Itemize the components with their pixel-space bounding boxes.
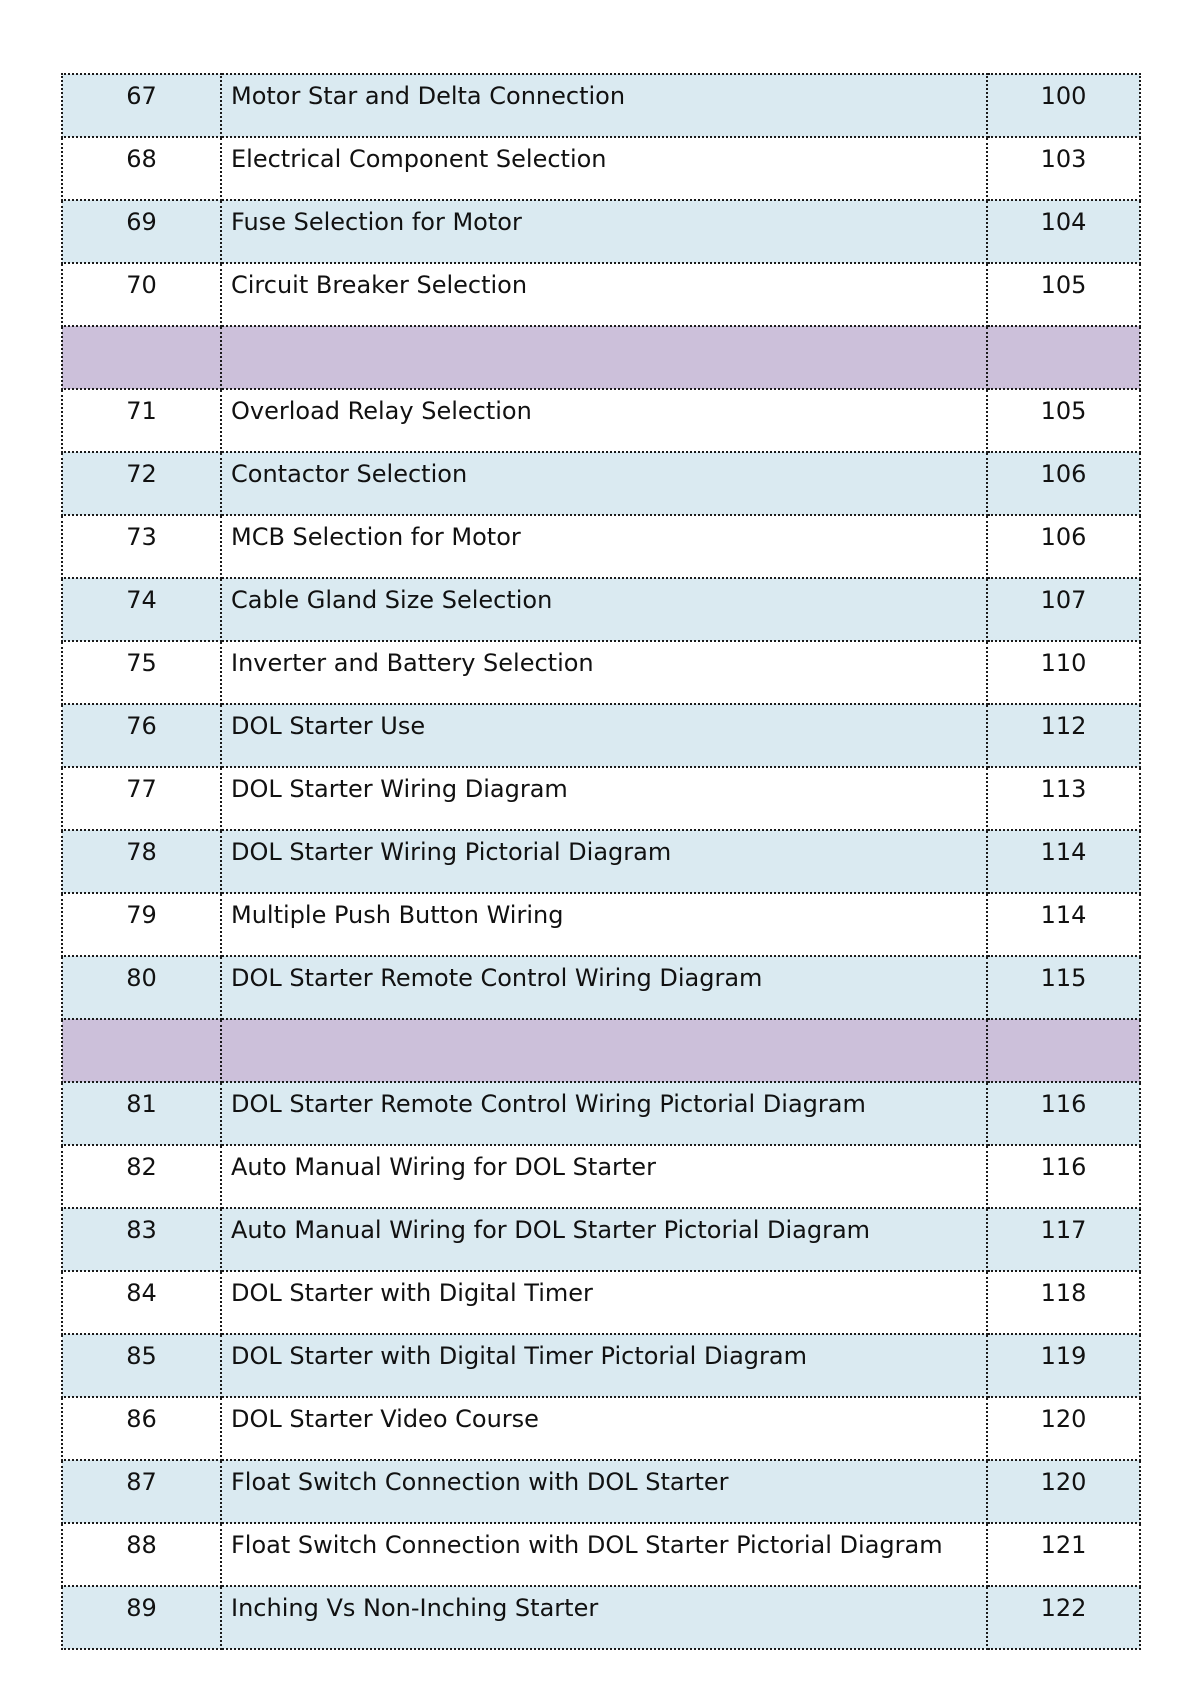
page-number: 115: [1040, 964, 1087, 992]
chapter-number: 73: [126, 523, 157, 551]
chapter-title-cell: [221, 956, 987, 1019]
chapter-title: [222, 327, 986, 336]
page-number: 105: [1040, 397, 1087, 425]
page-number: 122: [1040, 1594, 1087, 1622]
toc-row: [62, 956, 1140, 1019]
page-number-cell: [987, 767, 1140, 830]
page-number: 107: [1040, 586, 1087, 614]
page-number-cell: [987, 893, 1140, 956]
chapter-number-cell: [62, 767, 221, 830]
page-number-cell: [987, 641, 1140, 704]
chapter-title-cell: [221, 1019, 987, 1082]
chapter-title: Contactor Selection: [231, 460, 468, 488]
chapter-number: 69: [126, 208, 157, 236]
chapter-title-cell: [221, 641, 987, 704]
chapter-number-cell: [62, 1019, 221, 1082]
page-number-cell: [987, 704, 1140, 767]
page-number: 121: [1040, 1531, 1087, 1559]
page-number: 106: [1040, 523, 1087, 551]
toc-row: [62, 1082, 1140, 1145]
chapter-number-cell: [62, 263, 221, 326]
toc-row: [62, 452, 1140, 515]
chapter-title-cell: [221, 452, 987, 515]
chapter-number-cell: [62, 704, 221, 767]
chapter-title-cell: [221, 263, 987, 326]
chapter-title: DOL Starter Wiring Pictorial Diagram: [231, 838, 672, 866]
chapter-title-cell: [221, 830, 987, 893]
page-number: 120: [1040, 1405, 1087, 1433]
chapter-number: 78: [126, 838, 157, 866]
chapter-title-cell: [221, 515, 987, 578]
chapter-title: DOL Starter Remote Control Wiring Diagram: [231, 964, 763, 992]
page-number: 104: [1040, 208, 1087, 236]
toc-row: [62, 200, 1140, 263]
chapter-title: Float Switch Connection with DOL Starter Pictorial Diagram: [231, 1531, 943, 1559]
chapter-number-cell: [62, 452, 221, 515]
table-of-contents: [61, 73, 1141, 1650]
chapter-title-cell: [221, 704, 987, 767]
chapter-number: 81: [126, 1090, 157, 1118]
chapter-number: 70: [126, 271, 157, 299]
toc-row: [62, 641, 1140, 704]
page-number: 112: [1040, 712, 1087, 740]
chapter-number-cell: [62, 1271, 221, 1334]
toc-row: [62, 704, 1140, 767]
toc-row: [62, 1523, 1140, 1586]
chapter-title: Inching Vs Non-Inching Starter: [231, 1594, 599, 1622]
chapter-title: Circuit Breaker Selection: [231, 271, 528, 299]
page-number-cell: [987, 74, 1140, 137]
chapter-number: 77: [126, 775, 157, 803]
toc-row: [62, 74, 1140, 137]
page-number-cell: [987, 389, 1140, 452]
toc-body: [62, 74, 1140, 1649]
toc-row: [62, 515, 1140, 578]
chapter-title-cell: [221, 1271, 987, 1334]
page-number-cell: [987, 830, 1140, 893]
page-number-cell: [987, 452, 1140, 515]
chapter-title: DOL Starter Use: [231, 712, 426, 740]
toc-row: [62, 1271, 1140, 1334]
chapter-number-cell: [62, 515, 221, 578]
chapter-title: Cable Gland Size Selection: [231, 586, 553, 614]
page-number: [988, 327, 1139, 336]
chapter-title: Auto Manual Wiring for DOL Starter: [231, 1153, 656, 1181]
chapter-title-cell: [221, 1145, 987, 1208]
chapter-title-cell: [221, 1523, 987, 1586]
chapter-title: DOL Starter Video Course: [231, 1405, 539, 1433]
page-number: 117: [1040, 1216, 1087, 1244]
chapter-number: 89: [126, 1594, 157, 1622]
toc-row: [62, 1397, 1140, 1460]
page-number-cell: [987, 515, 1140, 578]
toc-row: [62, 893, 1140, 956]
toc-separator-row: [62, 326, 1140, 389]
page-number: 100: [1040, 82, 1087, 110]
page-number: 114: [1040, 838, 1087, 866]
chapter-number-cell: [62, 137, 221, 200]
chapter-number-cell: [62, 389, 221, 452]
chapter-title: Multiple Push Button Wiring: [231, 901, 564, 929]
chapter-number: 76: [126, 712, 157, 740]
page-number: 103: [1040, 145, 1087, 173]
page-number-cell: [987, 1397, 1140, 1460]
chapter-number: 72: [126, 460, 157, 488]
chapter-number-cell: [62, 1397, 221, 1460]
page-number-cell: [987, 1019, 1140, 1082]
chapter-title-cell: [221, 326, 987, 389]
page-number-cell: [987, 1082, 1140, 1145]
page-number-cell: [987, 1586, 1140, 1649]
chapter-title-cell: [221, 767, 987, 830]
chapter-title: DOL Starter Remote Control Wiring Pictorial Diagram: [231, 1090, 866, 1118]
chapter-number: 85: [126, 1342, 157, 1370]
page-number-cell: [987, 263, 1140, 326]
chapter-title: Overload Relay Selection: [231, 397, 532, 425]
toc-separator-row: [62, 1019, 1140, 1082]
toc-row: [62, 1334, 1140, 1397]
chapter-number: 67: [126, 82, 157, 110]
page-number: 114: [1040, 901, 1087, 929]
chapter-number: [63, 327, 220, 336]
chapter-number-cell: [62, 1334, 221, 1397]
toc-row: [62, 1208, 1140, 1271]
chapter-number-cell: [62, 200, 221, 263]
page-number-cell: [987, 1145, 1140, 1208]
chapter-number: 84: [126, 1279, 157, 1307]
chapter-title: Inverter and Battery Selection: [231, 649, 594, 677]
toc-row: [62, 263, 1140, 326]
chapter-title-cell: [221, 1208, 987, 1271]
chapter-number: 88: [126, 1531, 157, 1559]
chapter-title: Electrical Component Selection: [231, 145, 607, 173]
page-number-cell: [987, 1334, 1140, 1397]
chapter-title-cell: [221, 1082, 987, 1145]
page-number: [988, 1020, 1139, 1029]
chapter-number: 71: [126, 397, 157, 425]
page-number-cell: [987, 200, 1140, 263]
toc-row: [62, 1460, 1140, 1523]
page-number-cell: [987, 1271, 1140, 1334]
page-number: 110: [1040, 649, 1087, 677]
page-number: 119: [1040, 1342, 1087, 1370]
page-number: 105: [1040, 271, 1087, 299]
toc-row: [62, 137, 1140, 200]
chapter-number-cell: [62, 1460, 221, 1523]
chapter-title: DOL Starter Wiring Diagram: [231, 775, 568, 803]
page-number: 118: [1040, 1279, 1087, 1307]
chapter-title: DOL Starter with Digital Timer: [231, 1279, 593, 1307]
chapter-number-cell: [62, 830, 221, 893]
chapter-title: MCB Selection for Motor: [231, 523, 521, 551]
chapter-number-cell: [62, 893, 221, 956]
chapter-title: Motor Star and Delta Connection: [231, 82, 626, 110]
chapter-number-cell: [62, 74, 221, 137]
toc-row: [62, 767, 1140, 830]
chapter-number: 75: [126, 649, 157, 677]
chapter-number-cell: [62, 641, 221, 704]
chapter-number: 74: [126, 586, 157, 614]
chapter-title: Auto Manual Wiring for DOL Starter Pictorial Diagram: [231, 1216, 871, 1244]
toc-row: [62, 1586, 1140, 1649]
page-number: 106: [1040, 460, 1087, 488]
toc-row: [62, 830, 1140, 893]
chapter-number: 86: [126, 1405, 157, 1433]
chapter-number: 83: [126, 1216, 157, 1244]
chapter-title-cell: [221, 389, 987, 452]
page-number-cell: [987, 956, 1140, 1019]
chapter-title: Fuse Selection for Motor: [231, 208, 522, 236]
chapter-title-cell: [221, 74, 987, 137]
chapter-title: [222, 1020, 986, 1029]
chapter-number: [63, 1020, 220, 1029]
page-number-cell: [987, 1523, 1140, 1586]
chapter-number: 87: [126, 1468, 157, 1496]
chapter-title-cell: [221, 1334, 987, 1397]
page-number-cell: [987, 326, 1140, 389]
chapter-number-cell: [62, 1208, 221, 1271]
page-number-cell: [987, 1208, 1140, 1271]
toc-row: [62, 389, 1140, 452]
chapter-number-cell: [62, 956, 221, 1019]
chapter-title-cell: [221, 578, 987, 641]
chapter-number: 82: [126, 1153, 157, 1181]
chapter-number: 80: [126, 964, 157, 992]
chapter-number-cell: [62, 326, 221, 389]
chapter-title: DOL Starter with Digital Timer Pictorial Diagram: [231, 1342, 807, 1370]
page-number-cell: [987, 137, 1140, 200]
chapter-number: 79: [126, 901, 157, 929]
toc-row: [62, 578, 1140, 641]
chapter-number-cell: [62, 1523, 221, 1586]
chapter-title-cell: [221, 137, 987, 200]
chapter-title-cell: [221, 1586, 987, 1649]
chapter-number-cell: [62, 1586, 221, 1649]
chapter-number: 68: [126, 145, 157, 173]
chapter-number-cell: [62, 578, 221, 641]
page-number-cell: [987, 1460, 1140, 1523]
page-number: 120: [1040, 1468, 1087, 1496]
chapter-title-cell: [221, 1460, 987, 1523]
chapter-title: Float Switch Connection with DOL Starter: [231, 1468, 729, 1496]
page-number: 116: [1040, 1090, 1087, 1118]
chapter-title-cell: [221, 1397, 987, 1460]
page-number: 113: [1040, 775, 1087, 803]
chapter-title-cell: [221, 200, 987, 263]
toc-row: [62, 1145, 1140, 1208]
page-number: 116: [1040, 1153, 1087, 1181]
chapter-number-cell: [62, 1082, 221, 1145]
chapter-title-cell: [221, 893, 987, 956]
page-number-cell: [987, 578, 1140, 641]
chapter-number-cell: [62, 1145, 221, 1208]
